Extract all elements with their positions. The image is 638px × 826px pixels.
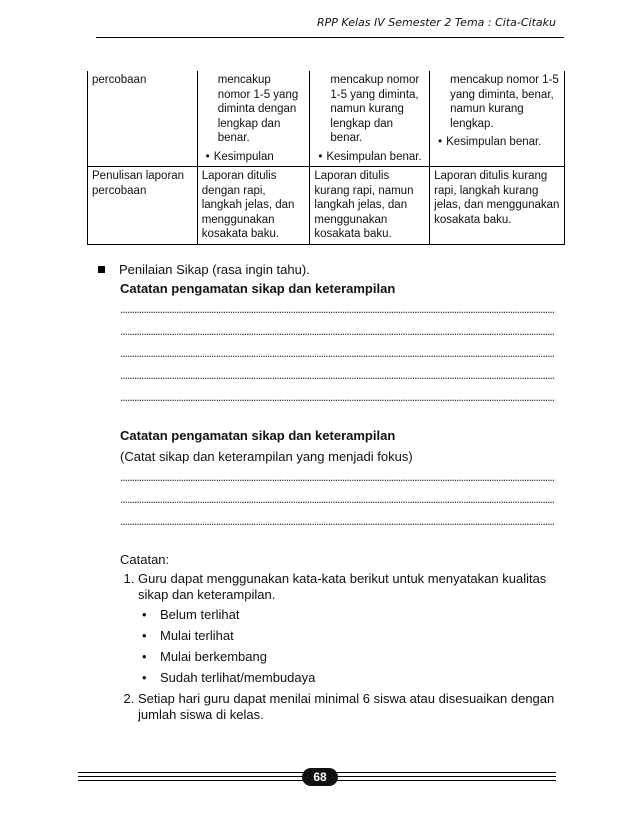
list-item: • Belum terlihat xyxy=(142,607,568,623)
table-row xyxy=(88,167,565,245)
criteria-label: percobaan xyxy=(92,74,147,86)
observation-heading: Catatan pengamatan sikap dan keterampilan xyxy=(120,281,396,296)
list-item: • Sudah terlihat/membudaya xyxy=(142,670,568,686)
score-cell xyxy=(197,167,310,245)
dotted-line: .......................................................................................................................................................................................... xyxy=(120,302,555,316)
table-row xyxy=(88,71,565,167)
criteria-label: Penulisan laporan percobaan xyxy=(92,170,185,197)
score-cell xyxy=(430,167,565,245)
note-text: Setiap hari guru dapat menilai minimal 6 siswa atau disesuaikan dengan jumlah siswa di kelas. xyxy=(138,691,555,722)
score-cell xyxy=(310,71,430,167)
running-header: RPP Kelas IV Semester 2 Tema : Cita-Citaku xyxy=(316,16,556,29)
list-item xyxy=(138,571,568,686)
dotted-line: .......................................................................................................................................................................................... xyxy=(120,346,555,360)
cell-bullet: • Kesimpulan benar. xyxy=(314,150,425,165)
score-cell xyxy=(430,71,565,167)
cell-text: Laporan ditulis kurang rapi, langkah kurang jelas, dan menggunakan kosakata baku. xyxy=(434,170,560,226)
dotted-line: .......................................................................................................................................................................................... xyxy=(120,368,555,382)
cell-text: Laporan ditulis kurang rapi, namun langkah jelas, dan menggunakan kosakata baku. xyxy=(314,170,414,240)
square-bullet-icon xyxy=(98,266,105,273)
observation-subheading: (Catat sikap dan keterampilan yang menjadi fokus) xyxy=(120,449,413,464)
list-item: • Mulai berkembang xyxy=(142,649,568,665)
header-rule xyxy=(96,37,564,38)
notes-label: Catatan: xyxy=(120,552,170,567)
page-footer xyxy=(78,766,556,788)
criteria-cell xyxy=(88,167,198,245)
quality-list xyxy=(138,607,568,686)
score-cell xyxy=(197,71,310,167)
note-text: Guru dapat menggunakan kata-kata berikut untuk menyatakan kualitas sikap dan keterampilan. xyxy=(138,571,547,602)
cell-text: mencakup nomor 1-5 yang diminta, namun kurang lengkap dan benar. xyxy=(330,74,420,144)
cell-bullet: • Kesimpulan benar. xyxy=(434,135,560,150)
attitude-assessment-section xyxy=(98,262,568,727)
cell-bullet: • Kesimpulan xyxy=(202,150,306,165)
dotted-line: .......................................................................................................................................................................................... xyxy=(120,470,555,484)
cell-text: mencakup nomor 1-5 yang diminta, benar, namun kurang lengkap. xyxy=(450,74,559,130)
section-bullet xyxy=(98,262,568,277)
page-number: 68 xyxy=(302,768,338,786)
dotted-line: .......................................................................................................................................................................................... xyxy=(120,324,555,338)
dotted-line: .......................................................................................................................................................................................... xyxy=(120,492,555,506)
section-bullet-text: Penilaian Sikap (rasa ingin tahu). xyxy=(119,262,310,277)
observation-heading: Catatan pengamatan sikap dan keterampilan xyxy=(120,428,396,443)
dotted-line: .......................................................................................................................................................................................... xyxy=(120,390,555,404)
criteria-cell xyxy=(88,71,198,167)
cell-text: mencakup nomor 1-5 yang diminta dengan lengkap dan benar. xyxy=(217,74,299,144)
list-item: • Mulai terlihat xyxy=(142,628,568,644)
rubric-table xyxy=(87,71,565,245)
list-item xyxy=(138,691,568,723)
dotted-line: .......................................................................................................................................................................................... xyxy=(120,514,555,528)
score-cell xyxy=(310,167,430,245)
cell-text: Laporan ditulis dengan rapi, langkah jelas, dan menggunakan kosakata baku. xyxy=(201,170,295,240)
notes-list xyxy=(120,571,568,723)
